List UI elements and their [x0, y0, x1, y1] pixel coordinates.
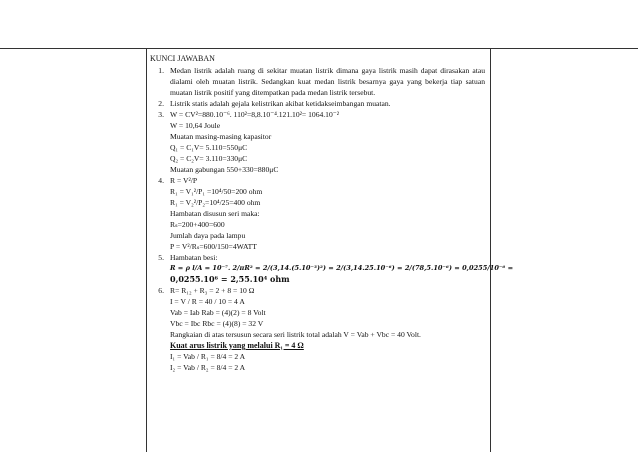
- answer-key: [150, 53, 514, 373]
- item-number: 3.: [158, 110, 164, 119]
- item-number: 2.: [158, 99, 164, 108]
- item-line: Rₛ=200+400=600: [170, 220, 225, 229]
- item-line: R= R₁₂ + R₃ = 2 + 8 = 10 Ω: [170, 286, 255, 295]
- item-line: Hambatan besi:: [170, 253, 218, 262]
- table-right-divider: [490, 48, 491, 452]
- item-line: I = V / R = 40 / 10 = 4 A: [170, 297, 245, 306]
- item-line: Vbc = Ibc Rbc = (4)(8) = 32 V: [170, 319, 264, 328]
- table-top-border: [0, 48, 638, 49]
- item-line: W = 10,64 Joule: [170, 121, 221, 130]
- item-number: 6.: [158, 286, 164, 295]
- answer-item-2: [150, 98, 485, 109]
- item-line: Jumlah daya pada lampu: [170, 231, 246, 240]
- answer-item-4: [150, 175, 485, 252]
- item-line: R = V²/P: [170, 176, 198, 185]
- answer-item-3: [150, 109, 485, 175]
- answer-item-5: [150, 252, 514, 285]
- item-line: Muatan masing-masing kapasitor: [170, 132, 272, 141]
- answer-item-6: [150, 285, 485, 373]
- item-line: R₁ = V₂²/P₂=10⁴/25=400 ohm: [170, 198, 261, 207]
- item-line: R₁ = V₁²/P₁ =10⁴/50=200 ohm: [170, 187, 263, 196]
- section-heading: Kuat arus listrik yang melalui R₁ = 4 Ω: [170, 341, 304, 350]
- item-text: Listrik statis adalah gejala kelistrikan akibat ketidakseimbangan muatan.: [170, 99, 391, 108]
- item-number: 1.: [158, 66, 164, 75]
- item-line: I₁ = Vab / R₁ = 8/4 = 2 A: [170, 352, 246, 361]
- item-line: Q₂ = C₂V= 3.110=330μC: [170, 154, 248, 163]
- page-title: KUNCI JAWABAN: [150, 54, 215, 63]
- item-line: Rangkaian di atas tersusun secara seri listrik total adalah V = Vab + Vbc = 40 Volt.: [170, 330, 421, 339]
- answer-item-1: [150, 65, 485, 98]
- item-line: P = V²/Rₛ=600/150=4WATT: [170, 242, 257, 251]
- item-line: Vab = Iab Rab = (4)(2) = 8 Volt: [170, 308, 266, 317]
- item-line: I₂ = Vab / R₂ = 8/4 = 2 A: [170, 363, 246, 372]
- resistance-result: 0,0255.10⁶ = 2,55.10⁴ ohm: [170, 274, 290, 284]
- item-number: 5.: [158, 253, 164, 262]
- resistance-formula: R = ρ l/A = 10⁻⁷. 2/πR² = 2/(3,14.(5.10⁻³)²) = 2/(3,14.25.10⁻⁶) = 2/(78,5.10⁻⁶) = 0,0255/10⁻⁶ =: [170, 264, 514, 272]
- item-line: Hambatan disusun seri maka:: [170, 209, 260, 218]
- item-line: Q₁ = C₁V= 5.110=550μC: [170, 143, 248, 152]
- item-number: 4.: [158, 176, 164, 185]
- table-left-divider: [146, 48, 147, 452]
- item-line: Muatan gabungan 550+330=880μC: [170, 165, 279, 174]
- item-line: W = CV²=880.10⁻⁶. 110²=8,8.10⁻⁴.121.10²= 1064.10⁻²: [170, 110, 340, 119]
- item-text: Medan listrik adalah ruang di sekitar muatan listrik dimana gaya listrik masih dapat dirasakan atau dialami oleh muatan listrik. Sedangkan kuat medan listrik besarnya gaya yang bekerja tiap satuan muatan listrik positif yang ditempatkan pada medan listrik tersebut.: [170, 66, 485, 97]
